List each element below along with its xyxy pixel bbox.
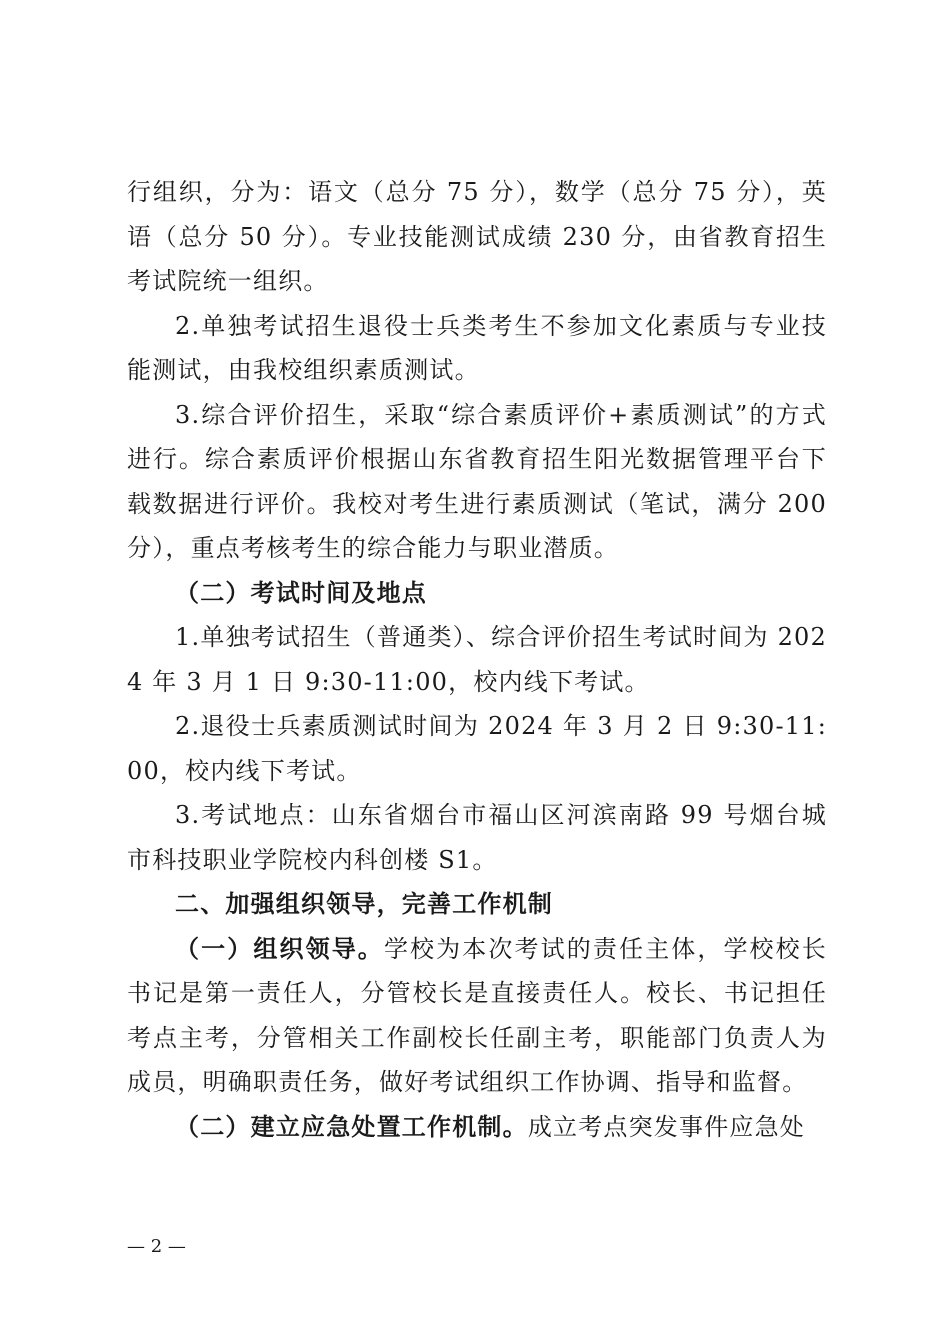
paragraph-lead: （一）组织领导。 [175,933,384,963]
paragraph-exam-location: 3.考试地点：山东省烟台市福山区河滨南路 99 号烟台城市科技职业学院校内科创楼 S1。 [127,801,827,874]
paragraph-text: 学校为本次考试的责任主体，学校校长书记是第一责任人，分管校长是直接责任人。校长、书记担任考点主考，分管相关工作副校长任副主考，职能部门负责人为成员，明确职责任务，做好考试组织工作协调、指导和监督。 [127,934,827,1096]
paragraph-veteran-test: 2.单独考试招生退役士兵类考生不参加文化素质与专业技能测试，由我校组织素质测试。 [127,311,827,384]
paragraph-exam-time-2: 2.退役士兵素质测试时间为 2024 年 3 月 2 日 9:30-11:00，校内线下考试。 [127,712,827,785]
document-body [127,170,827,1149]
paragraph-comprehensive-evaluation: 3.综合评价招生，采取“综合素质评价+素质测试”的方式进行。综合素质评价根据山东省教育招生阳光数据管理平台下载数据进行评价。我校对考生进行素质测试（笔试，满分 200 分），重点考核考生的综合能力与职业潜质。 [127,400,827,562]
section-heading-exam-time-location: （二）考试时间及地点 [175,577,427,607]
paragraph-exam-time-1: 1.单独考试招生（普通类）、综合评价招生考试时间为 2024 年 3 月 1 日 9:30-11:00，校内线下考试。 [127,623,827,696]
paragraph-organization-leadership [127,927,827,1105]
section-heading-organization: 二、加强组织领导，完善工作机制 [175,890,553,918]
paragraph-lead: （二）建立应急处置工作机制。 [175,1111,528,1141]
page-number: — 2 — [127,1236,186,1257]
paragraph-exam-subjects: 行组织，分为：语文（总分 75 分），数学（总分 75 分），英语（总分 50 分）。专业技能测试成绩 230 分，由省教育招生考试院统一组织。 [127,178,827,295]
paragraph-text: 成立考点突发事件应急处 [527,1112,806,1141]
paragraph-emergency-mechanism [127,1105,827,1150]
